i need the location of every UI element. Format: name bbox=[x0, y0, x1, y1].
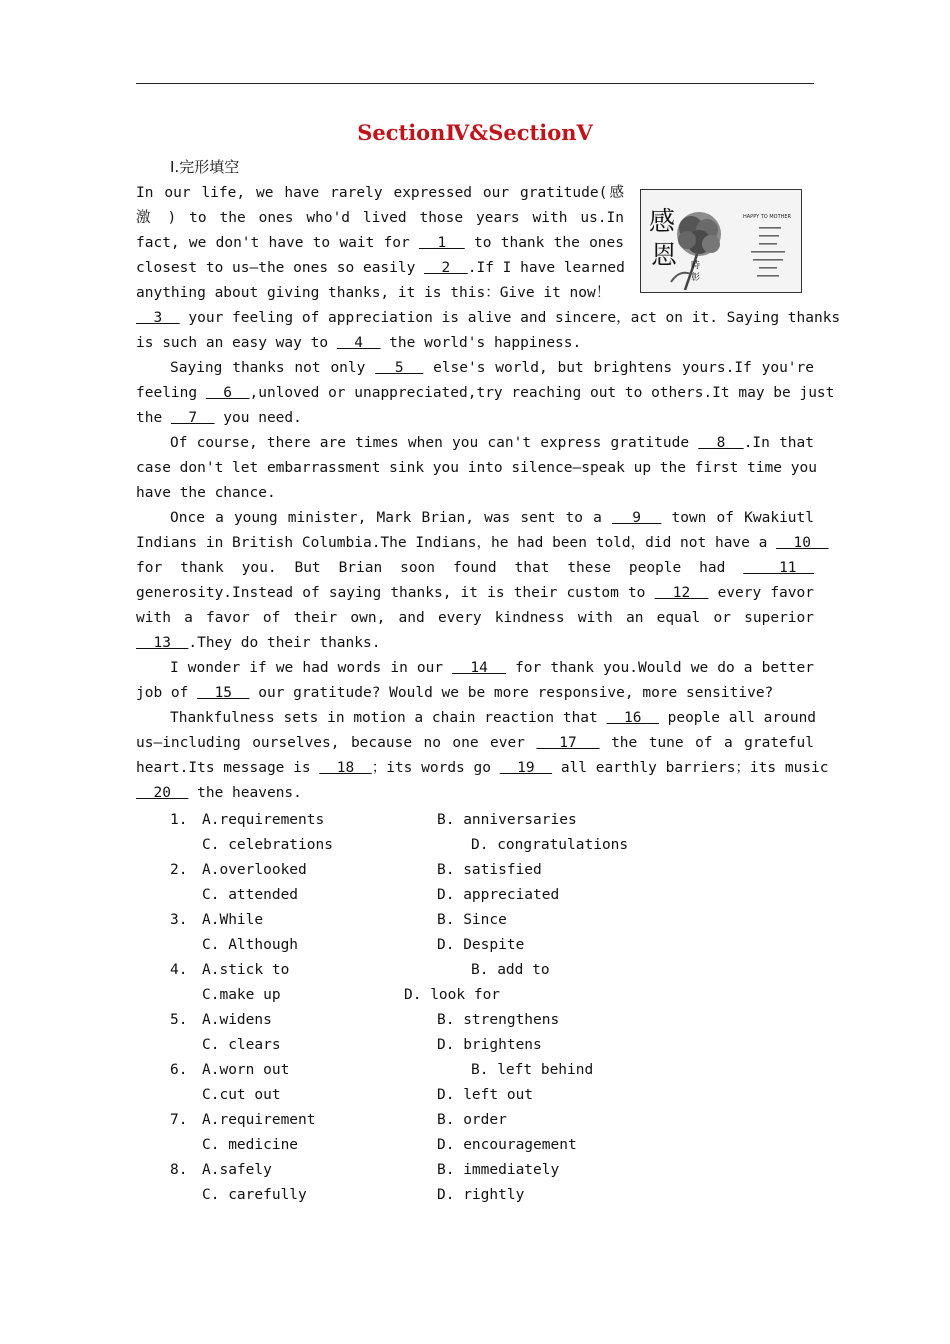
blank-number: 6 bbox=[205, 385, 250, 401]
passage-line bbox=[170, 433, 814, 453]
option-c: C. clears bbox=[202, 1037, 281, 1053]
illustration-calligraphy: 恩 bbox=[651, 241, 678, 271]
passage-text: our gratitude? Would we be more responsive, more sensitive? bbox=[249, 685, 774, 701]
option-d: D. encouragement bbox=[437, 1137, 577, 1153]
passage-line bbox=[170, 508, 814, 528]
passage-line bbox=[136, 783, 814, 803]
passage-line bbox=[136, 408, 814, 428]
blank-number: 7 bbox=[170, 410, 215, 426]
blank-number: 16 bbox=[606, 710, 659, 726]
option-b: B. anniversaries bbox=[437, 812, 577, 828]
passage-line bbox=[170, 358, 814, 378]
blank-number: 2 bbox=[424, 260, 468, 276]
passage-text: for thank you.Would we do a better bbox=[505, 660, 814, 676]
blank-number: 3 bbox=[136, 310, 180, 326]
option-d: D. brightens bbox=[437, 1037, 542, 1053]
passage-text: Of course, there are times when you can't express gratitude bbox=[170, 435, 699, 451]
passage-line bbox=[136, 333, 814, 353]
blank-number: 20 bbox=[136, 785, 189, 801]
passage-text: people all around bbox=[658, 710, 817, 726]
passage-text: us—including ourselves, because no one ever bbox=[136, 735, 537, 751]
passage-text: .They do their thanks. bbox=[188, 635, 381, 651]
passage-text: your feeling of appreciation is alive and sincere，act on it. Saying thanks bbox=[179, 310, 841, 326]
illustration-banner: HAPPY TO MOTHER bbox=[743, 214, 792, 220]
passage-text: Indians in British Columbia.The Indians，he had been told，did not have a bbox=[136, 535, 777, 551]
option-a: A.widens bbox=[202, 1012, 272, 1028]
blank-number: 13 bbox=[136, 635, 189, 651]
option-a: A.stick to bbox=[202, 962, 290, 978]
passage-text: anything about giving thanks, it is this：Give it now！ bbox=[136, 285, 611, 301]
passage-text: case don't let embarrassment sink you into silence—speak up the first time you bbox=[136, 460, 817, 476]
blank-number: 9 bbox=[611, 510, 662, 526]
passage-line bbox=[136, 183, 624, 203]
illustration-art bbox=[641, 190, 801, 292]
passage-line bbox=[136, 558, 814, 578]
question-number: 3. bbox=[170, 912, 188, 928]
passage-text: Thankfulness sets in motion a chain reaction that bbox=[170, 710, 607, 726]
passage-line bbox=[136, 483, 814, 503]
passage-text: I wonder if we had words in our bbox=[170, 660, 453, 676]
passage-line bbox=[136, 683, 814, 703]
option-c: C. Although bbox=[202, 937, 299, 953]
option-b: B. add to bbox=[471, 962, 550, 978]
passage-line bbox=[136, 283, 624, 303]
blank-number: 11 bbox=[743, 560, 814, 576]
passage-text: you need. bbox=[214, 410, 302, 426]
option-a: A.worn out bbox=[202, 1062, 290, 1078]
passage-text: the tune of a grateful bbox=[599, 735, 814, 751]
option-d: D. rightly bbox=[437, 1187, 525, 1203]
blank-number: 4 bbox=[336, 335, 381, 351]
header-rule bbox=[136, 83, 814, 84]
passage-line bbox=[136, 233, 624, 253]
passage-line bbox=[136, 258, 624, 278]
question-number: 2. bbox=[170, 862, 188, 878]
passage-text: fact, we don't have to wait for bbox=[136, 235, 420, 251]
question-number: 1. bbox=[170, 812, 188, 828]
question-number: 4. bbox=[170, 962, 188, 978]
option-a: A.requirement bbox=[202, 1112, 316, 1128]
option-b: B. order bbox=[437, 1112, 507, 1128]
blank-number: 1 bbox=[419, 235, 465, 251]
passage-line bbox=[170, 658, 814, 678]
illustration-stamp: 時 bbox=[691, 261, 701, 271]
blank-number: 18 bbox=[319, 760, 372, 776]
option-d: D. congratulations bbox=[471, 837, 629, 853]
blank-number: 15 bbox=[197, 685, 250, 701]
passage-line bbox=[136, 208, 624, 228]
passage-line bbox=[136, 758, 829, 778]
option-c: C. carefully bbox=[202, 1187, 307, 1203]
option-c: C.make up bbox=[202, 987, 281, 1003]
passage-text: job of bbox=[136, 685, 198, 701]
passage-text: the bbox=[136, 410, 171, 426]
question-number: 7. bbox=[170, 1112, 188, 1128]
passage-text: for thank you. But Brian soon found that these people had bbox=[136, 560, 744, 576]
passage-text: ,unloved or unappreciated,try reaching out to others.It may be just bbox=[249, 385, 835, 401]
option-c: C.cut out bbox=[202, 1087, 281, 1103]
passage-text: generosity.Instead of saying thanks, it is their custom to bbox=[136, 585, 655, 601]
option-d: D. look for bbox=[404, 987, 501, 1003]
passage-line bbox=[136, 633, 814, 653]
question-number: 6. bbox=[170, 1062, 188, 1078]
blank-number: 8 bbox=[698, 435, 744, 451]
passage-text: every favor bbox=[708, 585, 814, 601]
passage-text: the world's happiness. bbox=[380, 335, 582, 351]
option-d: D. Despite bbox=[437, 937, 525, 953]
blank-number: 17 bbox=[536, 735, 600, 751]
passage-line bbox=[170, 708, 817, 728]
passage-text: else's world, but brightens yours.If you're bbox=[423, 360, 814, 376]
option-d: D. appreciated bbox=[437, 887, 560, 903]
option-a: A.overlooked bbox=[202, 862, 307, 878]
option-b: B. Since bbox=[437, 912, 507, 928]
passage-text: heart.Its message is bbox=[136, 760, 320, 776]
option-c: C. medicine bbox=[202, 1137, 299, 1153]
option-c: C. celebrations bbox=[202, 837, 333, 853]
option-a: A.requirements bbox=[202, 812, 325, 828]
passage-text: feeling bbox=[136, 385, 206, 401]
blank-number: 14 bbox=[452, 660, 506, 676]
passage-line bbox=[136, 533, 829, 553]
option-b: B. immediately bbox=[437, 1162, 560, 1178]
passage-text: all earthly barriers；its music bbox=[552, 760, 829, 776]
passage-text: ；its words go bbox=[371, 760, 500, 776]
passage-text: closest to us—the ones so easily bbox=[136, 260, 425, 276]
passage-text: Saying thanks not only bbox=[170, 360, 376, 376]
passage-text: In our life, we have rarely expressed our gratitude(感 bbox=[136, 185, 624, 201]
blank-number: 12 bbox=[654, 585, 709, 601]
option-a: A.While bbox=[202, 912, 264, 928]
passage-text: .If I have learned bbox=[467, 260, 625, 276]
passage-text: is such an easy way to bbox=[136, 335, 337, 351]
passage-text: the heavens. bbox=[188, 785, 302, 801]
passage-line bbox=[136, 733, 814, 753]
option-b: B. strengthens bbox=[437, 1012, 560, 1028]
passage-line bbox=[136, 583, 814, 603]
section-label: Ⅰ.完形填空 bbox=[170, 158, 240, 176]
passage-text: 激 ) to the ones who'd lived those years with us.In bbox=[136, 210, 624, 226]
passage-text: Once a young minister, Mark Brian, was sent to a bbox=[170, 510, 612, 526]
illustration-calligraphy: 感 bbox=[649, 207, 676, 237]
blank-number: 19 bbox=[499, 760, 553, 776]
option-b: B. satisfied bbox=[437, 862, 542, 878]
option-b: B. left behind bbox=[471, 1062, 594, 1078]
passage-text: .In that bbox=[743, 435, 814, 451]
passage-text: have the chance. bbox=[136, 485, 276, 501]
option-c: C. attended bbox=[202, 887, 299, 903]
question-number: 5. bbox=[170, 1012, 188, 1028]
blank-number: 10 bbox=[776, 535, 829, 551]
passage-text: town of Kwakiutl bbox=[661, 510, 814, 526]
passage-line bbox=[136, 458, 817, 478]
option-a: A.safely bbox=[202, 1162, 272, 1178]
illustration bbox=[640, 189, 802, 293]
passage-text: to thank the ones bbox=[464, 235, 624, 251]
option-d: D. left out bbox=[437, 1087, 534, 1103]
illustration-stamp: 彰 bbox=[691, 273, 701, 283]
passage-text: with a favor of their own, and every kindness with an equal or superior bbox=[136, 610, 814, 626]
passage-line bbox=[136, 608, 814, 628]
passage-line bbox=[136, 383, 835, 403]
passage-line bbox=[136, 308, 841, 328]
blank-number: 5 bbox=[375, 360, 424, 376]
question-number: 8. bbox=[170, 1162, 188, 1178]
page-title: SectionⅣ&SectionⅤ bbox=[357, 120, 593, 145]
